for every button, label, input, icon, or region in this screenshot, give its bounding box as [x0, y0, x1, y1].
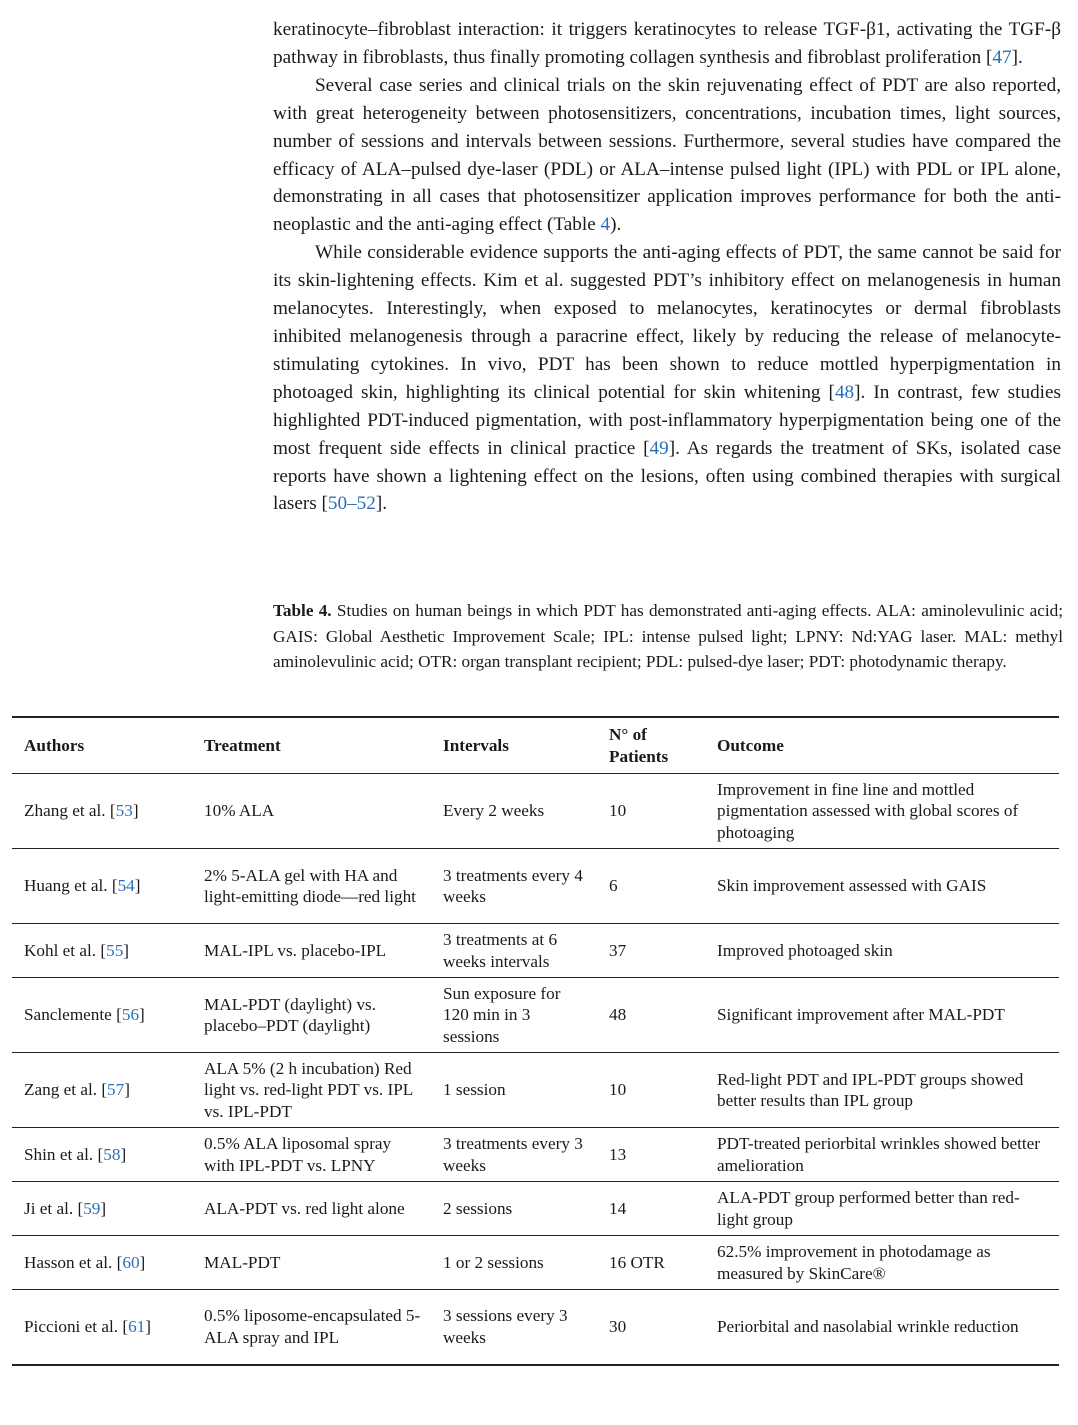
paragraph-text: keratinocyte–fibroblast interaction: it triggers keratinocytes to release TGF-β1, activating the TGF-β pathway in fibroblasts, thus finally promoting collagen synthesis and fibroblast proliferation [ — [273, 19, 1061, 68]
header-authors: Authors — [24, 735, 85, 755]
cell-treatment: 0.5% ALA liposomal spray with IPL-PDT vs. LPNY — [204, 1134, 392, 1175]
citation-link[interactable]: 53 — [115, 801, 133, 821]
author-name: Sanclemente — [24, 1005, 112, 1025]
table-caption — [273, 598, 1063, 675]
cell-author: Piccioni et al. [61] — [24, 1317, 151, 1336]
cell-intervals: 3 treatments every 4 weeks — [443, 865, 583, 906]
table-row — [12, 978, 1059, 1053]
cell-outcome: ALA-PDT group performed better than red-light group — [717, 1188, 1020, 1229]
author-name: Piccioni et al. — [24, 1317, 119, 1336]
studies-table — [12, 716, 1059, 1366]
author-name: Huang et al. — [24, 876, 108, 896]
cell-patients: 48 — [609, 1005, 627, 1025]
paragraph-text: ]. — [1011, 46, 1023, 68]
citation-link[interactable]: 4 — [600, 214, 611, 236]
cell-outcome: Improved photoaged skin — [717, 940, 893, 960]
citation-link[interactable]: 58 — [103, 1144, 121, 1164]
author-name: Hasson et al. — [24, 1252, 113, 1272]
citation-link[interactable]: 48 — [834, 381, 855, 403]
cell-outcome: Periorbital and nasolabial wrinkle reduction — [717, 1317, 1019, 1336]
citation-link[interactable]: 60 — [122, 1252, 140, 1272]
cell-outcome: PDT-treated periorbital wrinkles showed better amelioration — [717, 1134, 1040, 1175]
cell-treatment: 0.5% liposome-encapsulated 5-ALA spray and IPL — [204, 1306, 421, 1347]
author-name: Kohl et al. — [24, 940, 97, 960]
cell-outcome: Skin improvement assessed with GAIS — [717, 876, 987, 896]
cell-patients: 30 — [609, 1317, 627, 1336]
cell-treatment: MAL-PDT (daylight) vs. placebo–PDT (daylight) — [204, 994, 377, 1035]
citation-link[interactable]: 54 — [117, 876, 135, 896]
table-header-row — [12, 717, 1059, 774]
cell-patients: 13 — [609, 1144, 627, 1164]
cell-treatment: ALA-PDT vs. red light alone — [204, 1198, 405, 1218]
cell-treatment: MAL-IPL vs. placebo-IPL — [204, 940, 387, 960]
citation-link[interactable]: 56 — [121, 1005, 140, 1025]
cell-author: Kohl et al. [55] — [24, 940, 130, 960]
citation-link[interactable]: 55 — [106, 940, 124, 960]
table-row — [12, 1128, 1059, 1182]
author-name: Zhang et al. — [24, 801, 106, 821]
paragraph — [273, 16, 1061, 72]
cell-treatment: ALA 5% (2 h incubation) Red light vs. red-light PDT vs. IPL vs. IPL-PDT — [204, 1058, 413, 1121]
table-row — [12, 849, 1059, 924]
author-name: Ji et al. — [24, 1198, 74, 1218]
body-text — [273, 16, 1061, 518]
cell-outcome: Improvement in fine line and mottled pigmentation assessed with global scores of photoaging — [717, 779, 1019, 842]
header-treatment: Treatment — [204, 735, 281, 755]
cell-treatment: 2% 5-ALA gel with HA and light-emitting diode—red light — [204, 865, 416, 906]
paragraph — [273, 72, 1061, 239]
cell-intervals: Sun exposure for 120 min in 3 sessions — [443, 983, 561, 1046]
cell-intervals: 3 treatments at 6 weeks intervals — [443, 930, 558, 971]
cell-intervals: 3 treatments every 3 weeks — [443, 1134, 583, 1175]
header-patients: N° of Patients — [609, 725, 669, 766]
citation-link[interactable]: 49 — [649, 437, 669, 459]
citation-link[interactable]: 61 — [128, 1317, 146, 1336]
cell-outcome: 62.5% improvement in photodamage as measured by SkinCare® — [717, 1242, 991, 1283]
cell-intervals: 1 or 2 sessions — [443, 1252, 544, 1272]
table-row — [12, 774, 1059, 849]
citation-link[interactable]: 59 — [83, 1198, 101, 1218]
cell-intervals: 3 sessions every 3 weeks — [443, 1306, 568, 1347]
cell-outcome: Significant improvement after MAL-PDT — [717, 1005, 1005, 1025]
citation-link[interactable]: 57 — [107, 1080, 125, 1100]
cell-intervals: Every 2 weeks — [443, 801, 545, 821]
cell-outcome: Red-light PDT and IPL-PDT groups showed better results than IPL group — [717, 1069, 1024, 1110]
cell-patients: 10 — [609, 801, 627, 821]
cell-treatment: MAL-PDT — [204, 1252, 281, 1272]
header-outcome: Outcome — [717, 735, 784, 755]
cell-intervals: 1 session — [443, 1080, 506, 1100]
cell-author: Sanclemente [56] — [24, 1005, 145, 1025]
cell-treatment: 10% ALA — [204, 801, 275, 821]
cell-patients: 10 — [609, 1080, 627, 1100]
table-row — [12, 924, 1059, 978]
cell-author: Huang et al. [54] — [24, 876, 141, 896]
cell-author: Shin et al. [58] — [24, 1144, 127, 1164]
table-row — [12, 1290, 1059, 1365]
cell-author: Zhang et al. [53] — [24, 801, 139, 821]
cell-author: Zang et al. [57] — [24, 1080, 130, 1100]
cell-intervals: 2 sessions — [443, 1198, 513, 1218]
caption-label: Table 4. — [273, 601, 332, 620]
cell-patients: 14 — [609, 1198, 627, 1218]
paragraph-text: Several case series and clinical trials on the skin rejuvenating effect of PDT are also reported, with great heterogeneity between photosensitizers, concentrations, incubation times, light sources, number of sessions and intervals between sessions. Furthermore, several studies have compared the efficacy of ALA–pulsed dye-laser (PDL) or ALA–intense pulsed light (IPL) with PDL or IPL alone, demonstrating in all cases that photosensitizer application improves performance for both the anti-neoplastic and the anti-aging effect (Table — [273, 74, 1061, 236]
header-intervals: Intervals — [443, 735, 509, 755]
table-row — [12, 1182, 1059, 1236]
paragraph-text: ]. — [375, 493, 388, 515]
paragraph-text: ]. In contrast, few studies highlighted PDT-induced pigmentation, with post-inflammatory hyperpigmentation being one of the most frequent side effects in clinical practice [ — [273, 381, 1061, 459]
cell-patients: 16 OTR — [609, 1252, 665, 1272]
paragraph-text: ]. As regards the treatment of SKs, isolated case reports have shown a lightening effect on the lesions, often using combined therapies with surgical lasers [ — [273, 437, 1062, 515]
cell-author: Hasson et al. [60] — [24, 1252, 146, 1272]
table-row — [12, 1053, 1059, 1128]
citation-link[interactable]: 50–52 — [327, 493, 376, 515]
table-row — [12, 1236, 1059, 1290]
caption-text: Studies on human beings in which PDT has demonstrated anti-aging effects. ALA: aminolevulinic acid; GAIS: Global Aesthetic Improvement Scale; IPL: intense pulsed light; LPNY: Nd:YAG laser. MAL: methyl aminolevulinic acid; OTR: organ transplant recipient; PDL: pulsed-dye laser; PDT: photodynamic therapy. — [273, 601, 1064, 671]
paragraph — [273, 239, 1061, 518]
paragraph-text: While considerable evidence supports the anti-aging effects of PDT, the same cannot be said for its skin-lightening effects. Kim et al. suggested PDT’s inhibitory effect on melanogenesis in human melanocytes. Interestingly, when exposed to melanocytes, keratinocytes or dermal fibroblasts inhibited melanogenesis through a paracrine effect, likely by reducing the release of melanocyte-stimulating cytokines. In vivo, PDT has been shown to reduce mottled hyperpigmentation in photoaged skin, highlighting its clinical potential for skin whitening [ — [273, 242, 1061, 403]
cell-patients: 37 — [609, 940, 627, 960]
author-name: Zang et al. — [24, 1080, 98, 1100]
cell-author: Ji et al. [59] — [24, 1198, 107, 1218]
citation-link[interactable]: 47 — [992, 46, 1012, 68]
author-name: Shin et al. — [24, 1144, 94, 1164]
cell-patients: 6 — [609, 876, 618, 896]
paragraph-text: ). — [610, 214, 622, 236]
